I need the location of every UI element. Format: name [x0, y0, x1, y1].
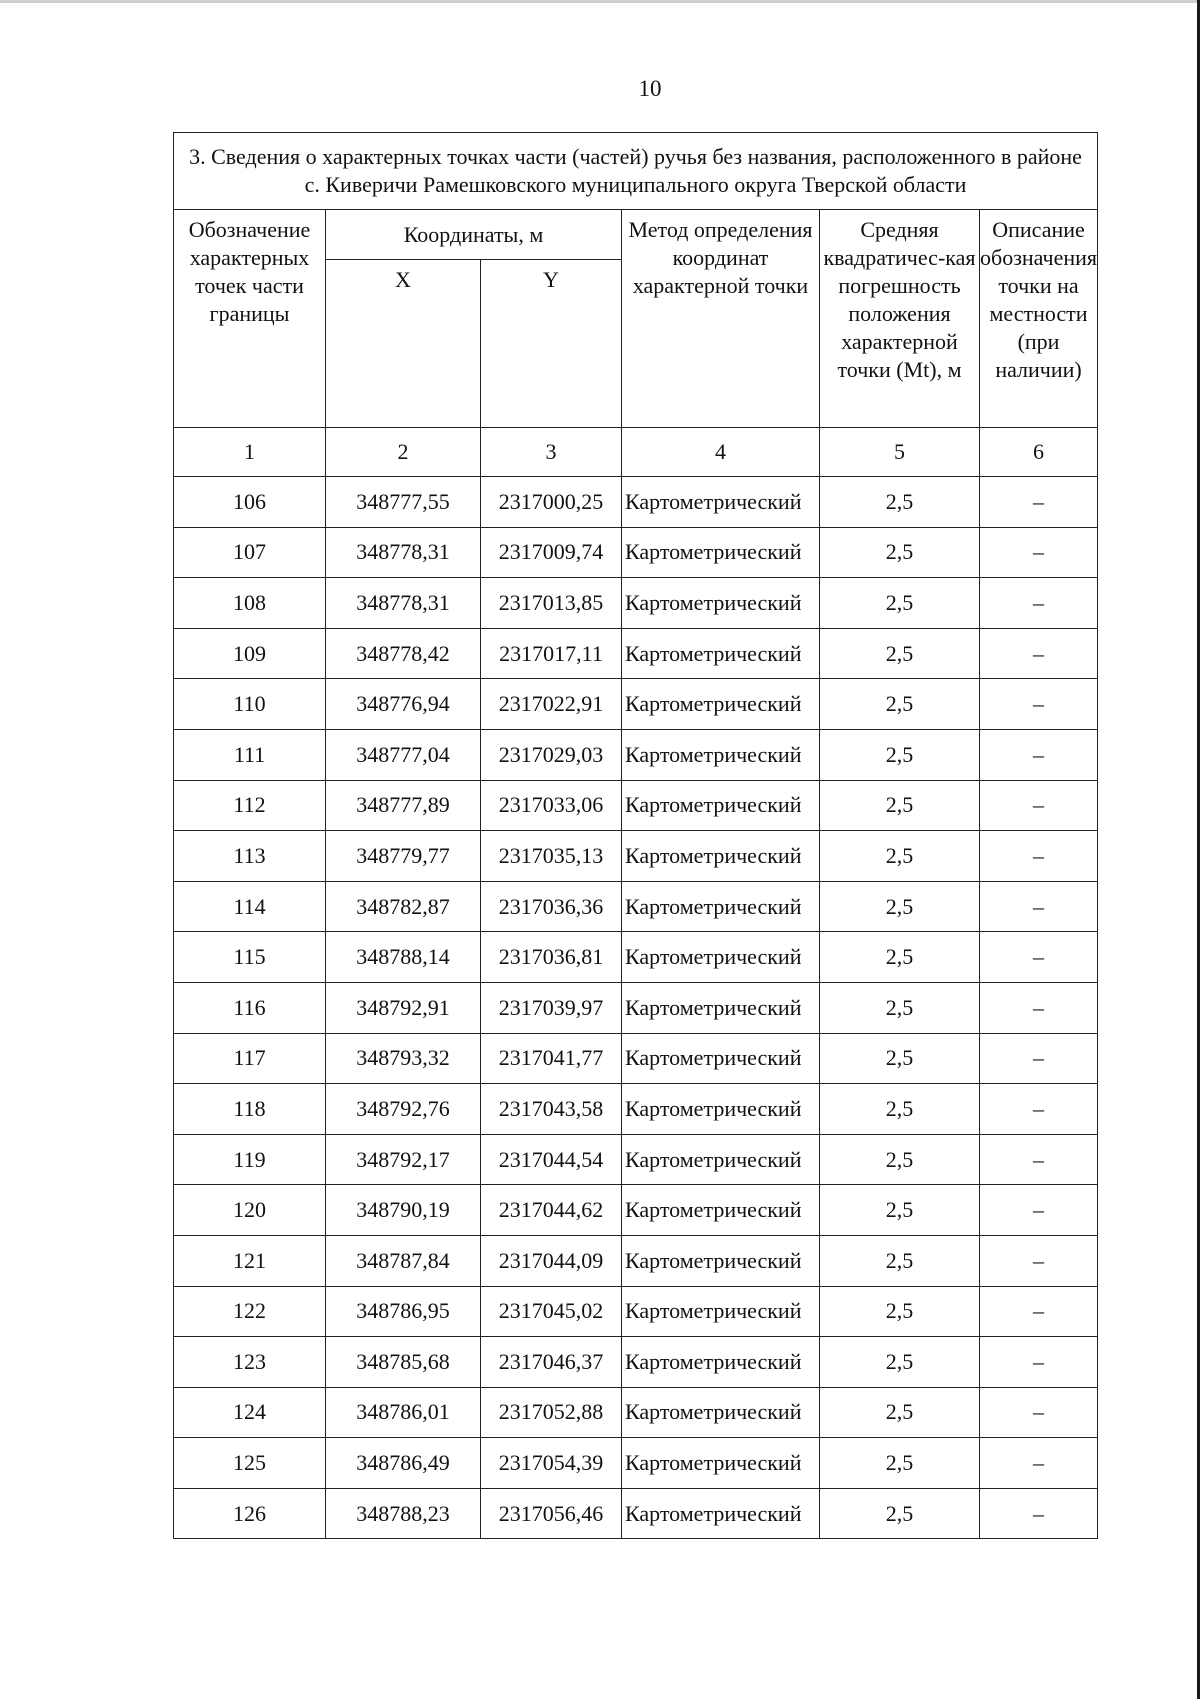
cell-point: 107 [174, 527, 326, 578]
cell-point: 125 [174, 1438, 326, 1489]
cell-method: Картометрический [622, 527, 820, 578]
header-error: Средняя квадратичес-кая погрешность положения характерной точки (Mt), м [820, 210, 980, 428]
cell-description: – [980, 881, 1098, 932]
table-row [174, 881, 1098, 932]
cell-y: 2317044,62 [481, 1185, 622, 1236]
cell-error: 2,5 [820, 780, 980, 831]
cell-description: – [980, 1134, 1098, 1185]
cell-point: 116 [174, 982, 326, 1033]
cell-x: 348787,84 [326, 1235, 481, 1286]
cell-y: 2317017,11 [481, 628, 622, 679]
cell-error: 2,5 [820, 477, 980, 528]
cell-method: Картометрический [622, 1134, 820, 1185]
cell-y: 2317045,02 [481, 1286, 622, 1337]
cell-y: 2317054,39 [481, 1438, 622, 1489]
table-row [174, 1033, 1098, 1084]
cell-error: 2,5 [820, 982, 980, 1033]
cell-point: 122 [174, 1286, 326, 1337]
header-x: X [326, 260, 481, 428]
table-row [174, 982, 1098, 1033]
cell-point: 108 [174, 578, 326, 629]
table-row [174, 578, 1098, 629]
column-number: 1 [174, 428, 326, 477]
cell-y: 2317033,06 [481, 780, 622, 831]
cell-y: 2317036,36 [481, 881, 622, 932]
cell-error: 2,5 [820, 1235, 980, 1286]
cell-point: 106 [174, 477, 326, 528]
cell-method: Картометрический [622, 1235, 820, 1286]
cell-x: 348786,95 [326, 1286, 481, 1337]
cell-point: 110 [174, 679, 326, 730]
cell-error: 2,5 [820, 1438, 980, 1489]
column-number: 2 [326, 428, 481, 477]
cell-error: 2,5 [820, 1337, 980, 1388]
cell-description: – [980, 780, 1098, 831]
table-row [174, 729, 1098, 780]
table-row [174, 628, 1098, 679]
cell-point: 111 [174, 729, 326, 780]
cell-x: 348776,94 [326, 679, 481, 730]
table-row [174, 1438, 1098, 1489]
cell-description: – [980, 628, 1098, 679]
cell-point: 120 [174, 1185, 326, 1236]
table-row [174, 1084, 1098, 1135]
cell-error: 2,5 [820, 1488, 980, 1539]
cell-y: 2317043,58 [481, 1084, 622, 1135]
cell-point: 115 [174, 932, 326, 983]
table-row [174, 1387, 1098, 1438]
table-row [174, 1337, 1098, 1388]
cell-error: 2,5 [820, 1134, 980, 1185]
cell-y: 2317044,54 [481, 1134, 622, 1185]
cell-y: 2317035,13 [481, 831, 622, 882]
cell-description: – [980, 1084, 1098, 1135]
cell-error: 2,5 [820, 932, 980, 983]
cell-y: 2317041,77 [481, 1033, 622, 1084]
cell-x: 348793,32 [326, 1033, 481, 1084]
cell-description: – [980, 1235, 1098, 1286]
cell-x: 348778,42 [326, 628, 481, 679]
cell-y: 2317013,85 [481, 578, 622, 629]
cell-y: 2317052,88 [481, 1387, 622, 1438]
cell-y: 2317039,97 [481, 982, 622, 1033]
table-row [174, 477, 1098, 528]
cell-point: 118 [174, 1084, 326, 1135]
cell-point: 119 [174, 1134, 326, 1185]
cell-point: 117 [174, 1033, 326, 1084]
cell-x: 348777,04 [326, 729, 481, 780]
cell-error: 2,5 [820, 1286, 980, 1337]
table-row [174, 1185, 1098, 1236]
cell-x: 348792,17 [326, 1134, 481, 1185]
table-body [174, 477, 1098, 1539]
cell-y: 2317046,37 [481, 1337, 622, 1388]
column-number: 4 [622, 428, 820, 477]
cell-error: 2,5 [820, 1185, 980, 1236]
cell-error: 2,5 [820, 1387, 980, 1438]
cell-method: Картометрический [622, 1185, 820, 1236]
cell-x: 348788,23 [326, 1488, 481, 1539]
cell-error: 2,5 [820, 527, 980, 578]
header-description: Описание обозначения точки на местности (при наличии) [980, 210, 1098, 428]
characteristic-points-table [173, 132, 1098, 1539]
cell-point: 121 [174, 1235, 326, 1286]
cell-description: – [980, 831, 1098, 882]
column-number-row [174, 428, 1098, 477]
table-row [174, 1134, 1098, 1185]
cell-error: 2,5 [820, 881, 980, 932]
cell-error: 2,5 [820, 1033, 980, 1084]
header-y: Y [481, 260, 622, 428]
cell-x: 348786,49 [326, 1438, 481, 1489]
cell-point: 109 [174, 628, 326, 679]
cell-error: 2,5 [820, 679, 980, 730]
cell-description: – [980, 1488, 1098, 1539]
cell-x: 348786,01 [326, 1387, 481, 1438]
cell-y: 2317029,03 [481, 729, 622, 780]
cell-point: 113 [174, 831, 326, 882]
cell-method: Картометрический [622, 982, 820, 1033]
cell-description: – [980, 1387, 1098, 1438]
cell-point: 114 [174, 881, 326, 932]
cell-description: – [980, 679, 1098, 730]
cell-method: Картометрический [622, 1033, 820, 1084]
cell-point: 124 [174, 1387, 326, 1438]
cell-method: Картометрический [622, 780, 820, 831]
cell-method: Картометрический [622, 881, 820, 932]
cell-method: Картометрический [622, 1488, 820, 1539]
cell-method: Картометрический [622, 679, 820, 730]
cell-x: 348778,31 [326, 578, 481, 629]
column-number: 5 [820, 428, 980, 477]
cell-method: Картометрический [622, 1084, 820, 1135]
cell-method: Картометрический [622, 1438, 820, 1489]
header-method: Метод определения координат характерной точки [622, 210, 820, 428]
table-title: 3. Сведения о характерных точках части (частей) ручья без названия, расположенного в районе с. Киверичи Рамешковского муниципального округа Тверской области [174, 133, 1098, 210]
table-row [174, 831, 1098, 882]
cell-x: 348779,77 [326, 831, 481, 882]
table-row [174, 1235, 1098, 1286]
header-point: Обозначение характерных точек части границы [174, 210, 326, 428]
cell-description: – [980, 932, 1098, 983]
table-row [174, 932, 1098, 983]
cell-description: – [980, 982, 1098, 1033]
cell-x: 348792,76 [326, 1084, 481, 1135]
cell-error: 2,5 [820, 729, 980, 780]
cell-x: 348777,55 [326, 477, 481, 528]
cell-error: 2,5 [820, 1084, 980, 1135]
cell-method: Картометрический [622, 1387, 820, 1438]
cell-method: Картометрический [622, 477, 820, 528]
cell-method: Картометрический [622, 831, 820, 882]
table-row [174, 1488, 1098, 1539]
cell-y: 2317022,91 [481, 679, 622, 730]
cell-x: 348778,31 [326, 527, 481, 578]
cell-method: Картометрический [622, 1286, 820, 1337]
table-row [174, 1286, 1098, 1337]
header-coordinates: Координаты, м [326, 210, 622, 260]
column-number: 3 [481, 428, 622, 477]
cell-x: 348782,87 [326, 881, 481, 932]
cell-description: – [980, 477, 1098, 528]
cell-point: 126 [174, 1488, 326, 1539]
cell-y: 2317009,74 [481, 527, 622, 578]
table-row [174, 780, 1098, 831]
cell-method: Картометрический [622, 628, 820, 679]
cell-x: 348785,68 [326, 1337, 481, 1388]
cell-description: – [980, 1033, 1098, 1084]
cell-x: 348792,91 [326, 982, 481, 1033]
cell-method: Картометрический [622, 1337, 820, 1388]
cell-error: 2,5 [820, 578, 980, 629]
table-row [174, 527, 1098, 578]
cell-method: Картометрический [622, 932, 820, 983]
cell-y: 2317000,25 [481, 477, 622, 528]
cell-x: 348788,14 [326, 932, 481, 983]
cell-description: – [980, 1438, 1098, 1489]
cell-method: Картометрический [622, 729, 820, 780]
cell-point: 123 [174, 1337, 326, 1388]
cell-error: 2,5 [820, 628, 980, 679]
page-top-border [0, 0, 1200, 3]
cell-description: – [980, 1185, 1098, 1236]
cell-error: 2,5 [820, 831, 980, 882]
cell-x: 348777,89 [326, 780, 481, 831]
cell-description: – [980, 527, 1098, 578]
table-row [174, 679, 1098, 730]
cell-description: – [980, 729, 1098, 780]
cell-point: 112 [174, 780, 326, 831]
cell-y: 2317056,46 [481, 1488, 622, 1539]
cell-method: Картометрический [622, 578, 820, 629]
cell-x: 348790,19 [326, 1185, 481, 1236]
cell-y: 2317036,81 [481, 932, 622, 983]
cell-y: 2317044,09 [481, 1235, 622, 1286]
cell-description: – [980, 1286, 1098, 1337]
column-number: 6 [980, 428, 1098, 477]
page-number: 10 [638, 76, 662, 101]
cell-description: – [980, 1337, 1098, 1388]
cell-description: – [980, 578, 1098, 629]
